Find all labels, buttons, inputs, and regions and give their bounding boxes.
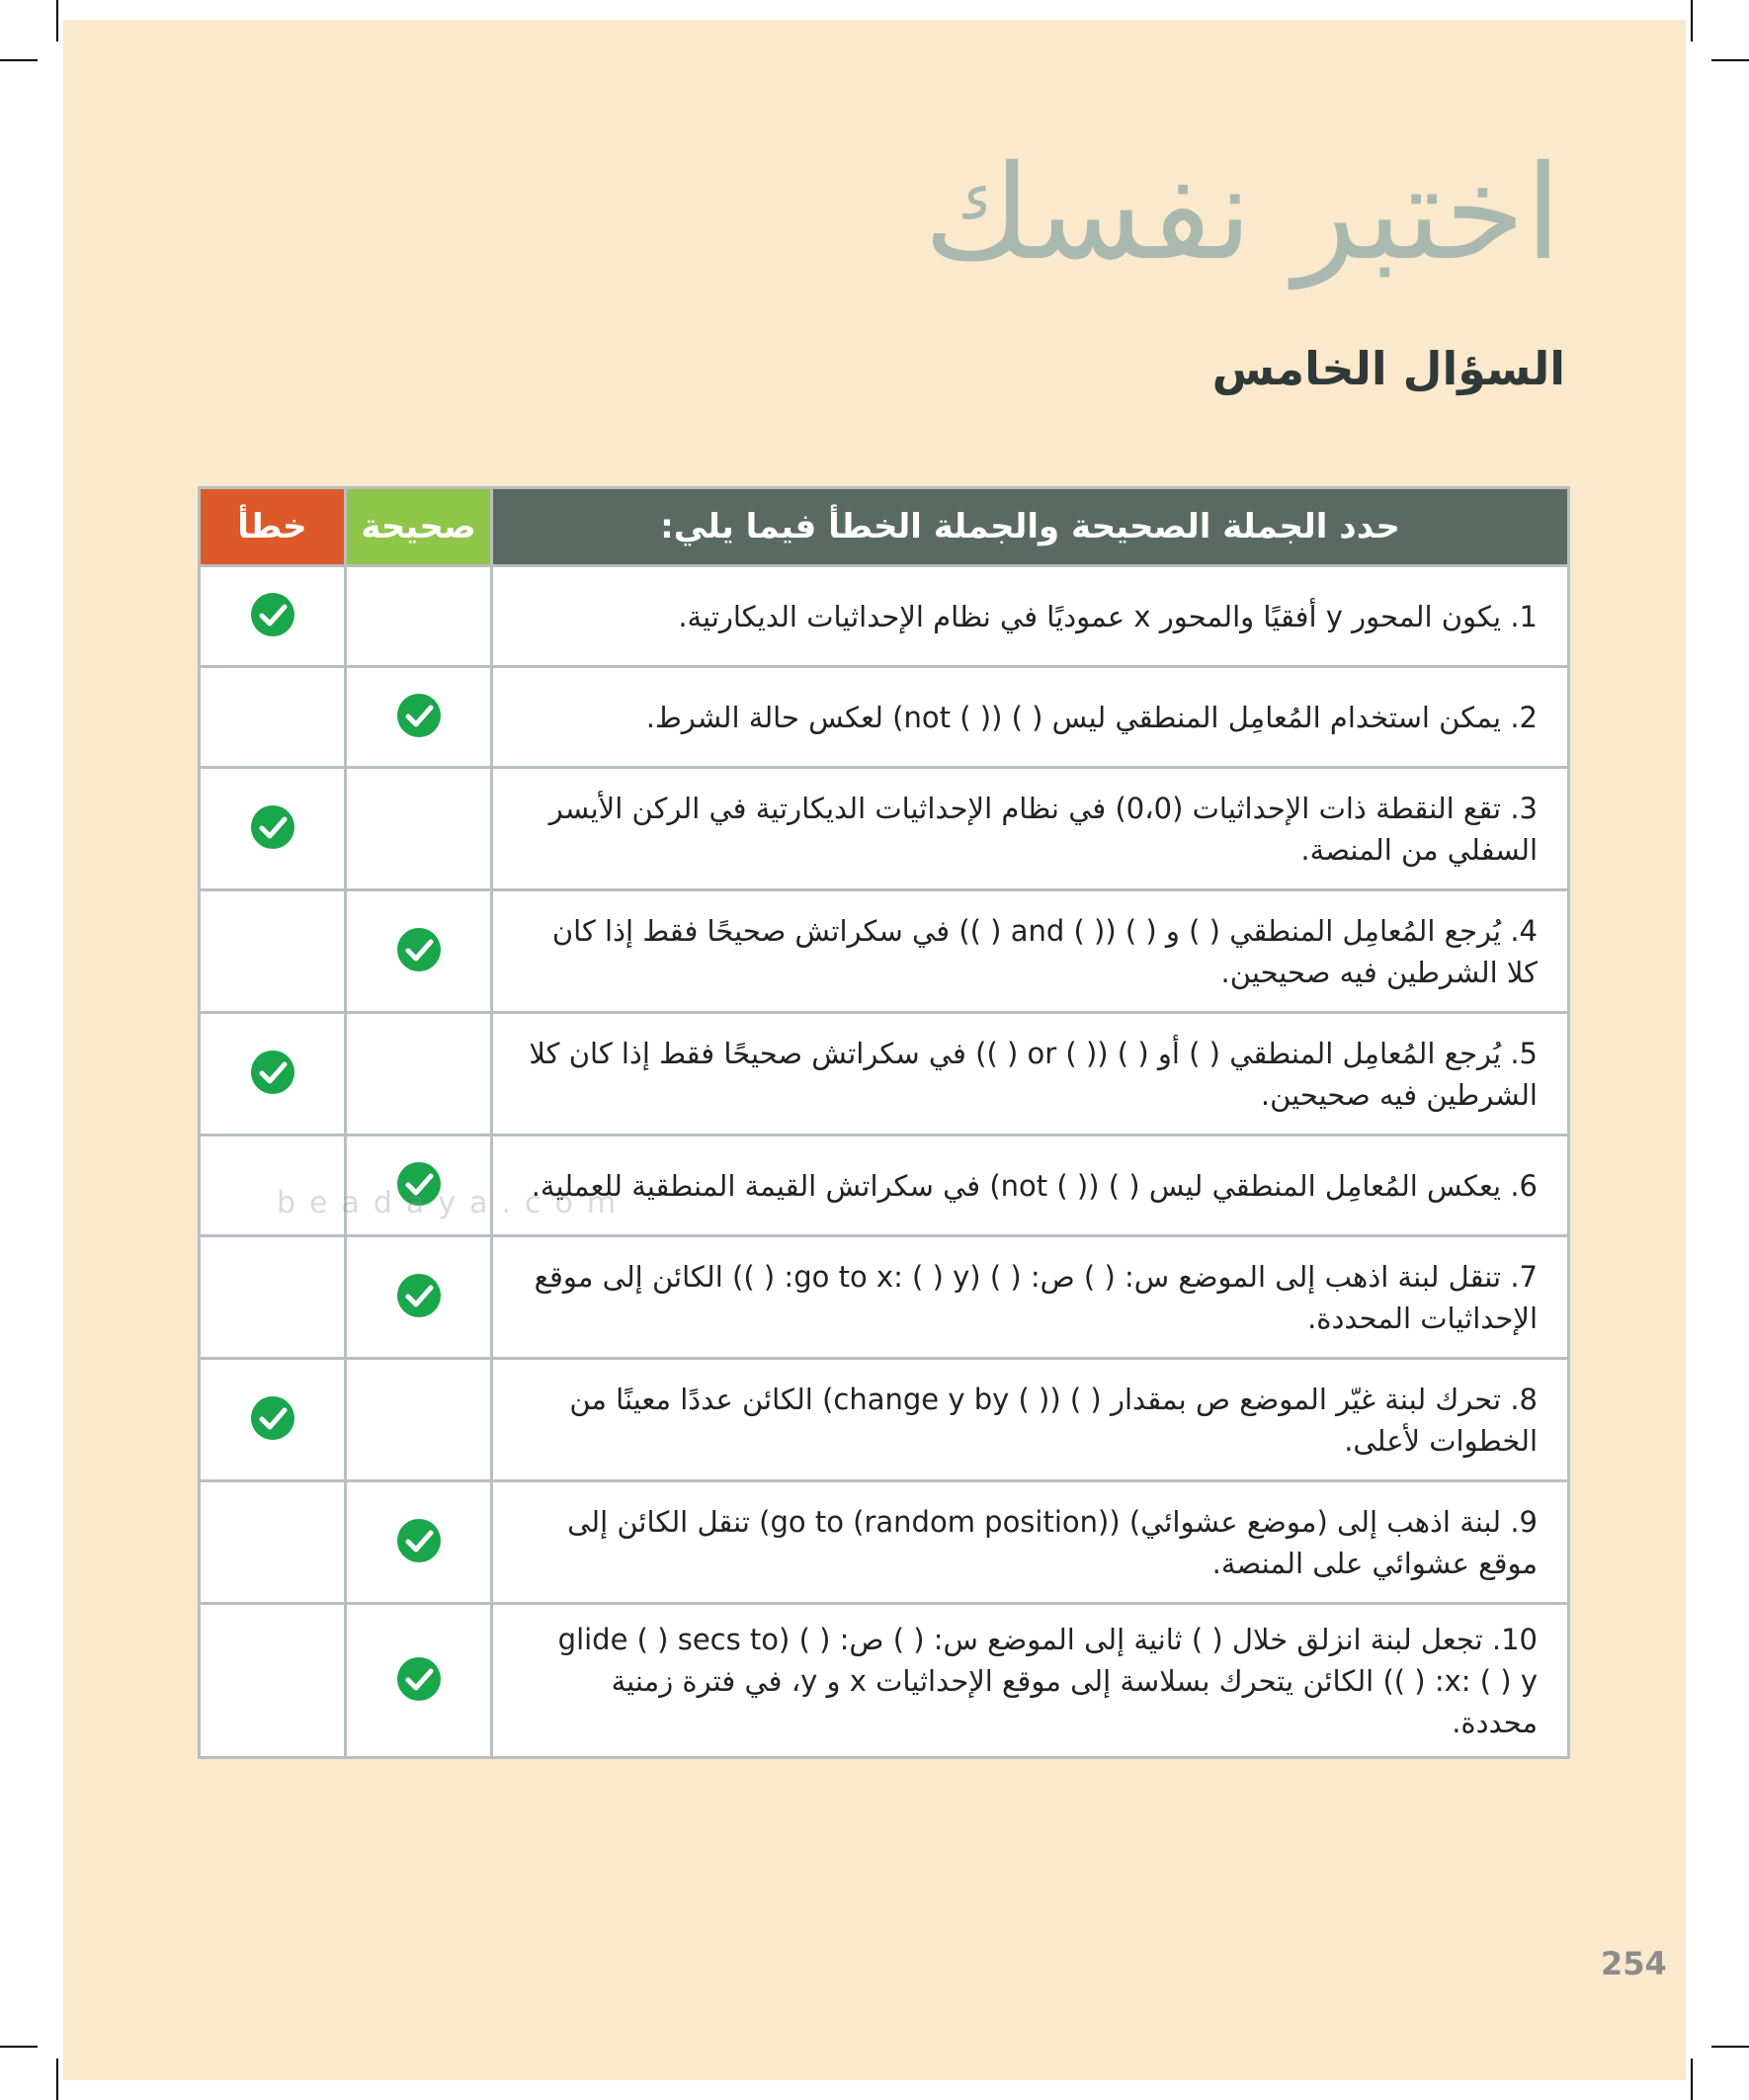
answer-cell-true	[346, 1359, 492, 1481]
answer-cell-false	[200, 1013, 346, 1135]
answer-cell-true	[346, 566, 492, 667]
answer-cell-true	[346, 1604, 492, 1758]
answer-cell-true	[346, 890, 492, 1013]
answer-cell-true	[346, 1013, 492, 1135]
answer-cell-false	[200, 667, 346, 768]
statement-text: 1. يكون المحور y أفقيًا والمحور x عموديًا في نظام الإحداثيات الديكارتية.	[492, 566, 1569, 667]
table-header-false: خطأ	[200, 488, 346, 566]
statement-text: 6. يعكس المُعامِل المنطقي ليس ( ) (( ) not) في سكراتش القيمة المنطقية للعملية.	[492, 1135, 1569, 1236]
check-circle-icon	[250, 1395, 295, 1441]
crop-mark	[1711, 59, 1749, 61]
true-false-table	[198, 486, 1570, 1759]
check-circle-icon	[396, 1656, 442, 1702]
answer-cell-false	[200, 890, 346, 1013]
table-row	[200, 1013, 1569, 1135]
table-header-true: صحيحة	[346, 488, 492, 566]
answer-cell-false	[200, 768, 346, 890]
statement-text: 8. تحرك لبنة غيّر الموضع ص بمقدار ( ) (( ) change y by) الكائن عددًا معينًا من الخطوات لأعلى.	[492, 1359, 1569, 1481]
statement-text: 3. تقع النقطة ذات الإحداثيات (0،0) في نظام الإحداثيات الديكارتية في الركن الأيسر السفلي من المنصة.	[492, 768, 1569, 890]
crop-mark	[0, 2046, 38, 2048]
table-header-question: حدد الجملة الصحيحة والجملة الخطأ فيما يلي:	[492, 488, 1569, 566]
table-row	[200, 667, 1569, 768]
statement-text: 2. يمكن استخدام المُعامِل المنطقي ليس ( ) (( ) not) لعكس حالة الشرط.	[492, 667, 1569, 768]
crop-mark	[1711, 2046, 1749, 2048]
crop-mark	[56, 2058, 58, 2100]
table-row	[200, 1604, 1569, 1758]
table-row	[200, 890, 1569, 1013]
check-circle-icon	[250, 1050, 295, 1095]
statement-text: 4. يُرجع المُعامِل المنطقي ( ) و ( ) (( ) and ( )) في سكراتش صحيحًا فقط إذا كان كلا الشرطين فيه صحيحين.	[492, 890, 1569, 1013]
crop-mark	[1691, 0, 1693, 42]
answer-cell-false	[200, 566, 346, 667]
check-circle-icon	[396, 1518, 442, 1563]
table-row	[200, 1236, 1569, 1359]
crop-mark	[1691, 2058, 1693, 2100]
statement-text: 9. لبنة اذهب إلى (موضع عشوائي) (go to (random position)) تنقل الكائن إلى موقع عشوائي على المنصة.	[492, 1481, 1569, 1604]
check-circle-icon	[250, 804, 295, 850]
answer-cell-false	[200, 1236, 346, 1359]
table-row	[200, 566, 1569, 667]
answer-cell-true	[346, 768, 492, 890]
crop-mark	[0, 59, 38, 61]
answer-cell-true	[346, 667, 492, 768]
statement-text: 5. يُرجع المُعامِل المنطقي ( ) أو ( ) (( ) or ( )) في سكراتش صحيحًا فقط إذا كان كلا الشرطين فيه صحيحين.	[492, 1013, 1569, 1135]
check-circle-icon	[396, 1273, 442, 1318]
table-row	[200, 768, 1569, 890]
statement-text: 10. تجعل لبنة انزلق خلال ( ) ثانية إلى الموضع س: ( ) ص: ( ) (glide ( ) secs to x: ( ) y: ( )) الكائن يتحرك بسلاسة إلى موقع الإحداثيات x و y، في فترة زمنية محددة.	[492, 1604, 1569, 1758]
answer-cell-false	[200, 1604, 346, 1758]
statement-text: 7. تنقل لبنة اذهب إلى الموضع س: ( ) ص: ( ) (go to x: ( ) y: ( )) الكائن إلى موقع الإحداثيات المحددة.	[492, 1236, 1569, 1359]
crop-mark	[56, 0, 58, 42]
answer-cell-true	[346, 1481, 492, 1604]
page-number: 254	[1601, 1945, 1667, 1982]
question-heading: السؤال الخامس	[1211, 342, 1565, 395]
page-title: اختبر نفسك	[923, 137, 1561, 290]
answer-cell-false	[200, 1481, 346, 1604]
table-row	[200, 1481, 1569, 1604]
check-circle-icon	[396, 927, 442, 972]
table-row	[200, 1359, 1569, 1481]
answer-cell-false	[200, 1359, 346, 1481]
check-circle-icon	[396, 693, 442, 738]
watermark: beadaya.com	[277, 1186, 630, 1220]
check-circle-icon	[250, 592, 295, 637]
answer-cell-true	[346, 1236, 492, 1359]
